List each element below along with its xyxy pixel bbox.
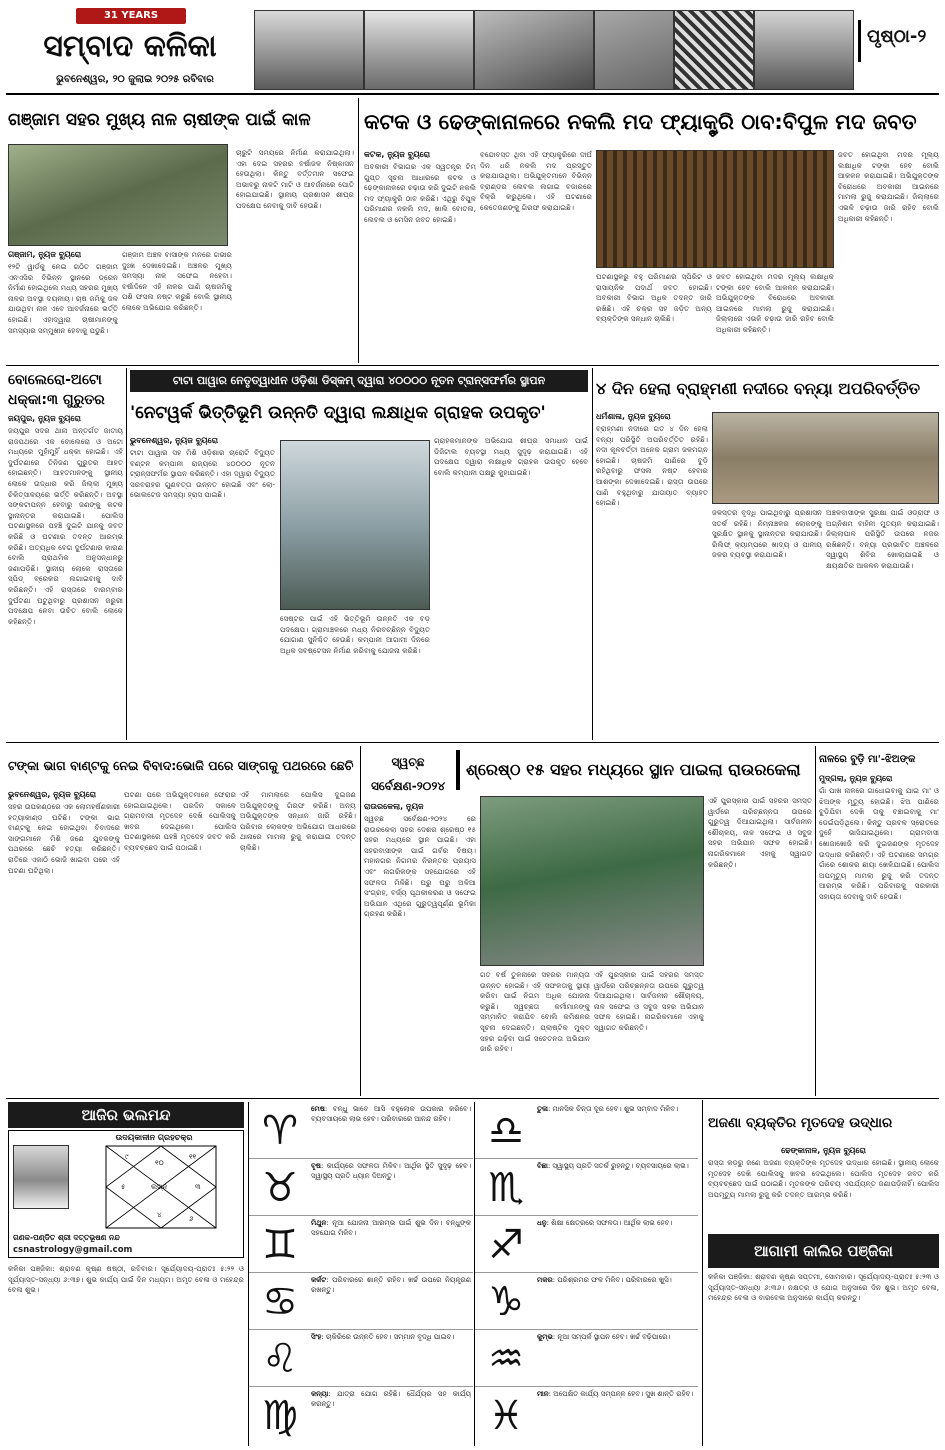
grid-cell-8: ୬ bbox=[189, 1215, 194, 1223]
story4-headline: 'ନେଟୱର୍କ ଭିତ୍ତିଭୂମି ଉନ୍ନତି ଦ୍ୱାରା ଲକ୍ଷାଧିକ ଗ୍ରାହକ ଉପକୃତ' bbox=[130, 403, 546, 423]
leo-icon: ♌ bbox=[262, 1336, 298, 1382]
story7-col2: ଗତ ବର୍ଷ ତୁଳନାରେ ସହରର ମାନ୍ୟତା ଉନ୍ନତ ହୋଇଛି। ଏହି ସଫଳତାକୁ ସ୍ଥାୟୀ କରିବା ପାଇଁ ନିଗମ ଅଧିକ ଯୋଜନା କରୁଛି। ସ୍ୱଚ୍ଛତା କର୍ମୀମାନଙ୍କୁ ସମ୍ମାନିତ କରାଯିବ ବୋଲି କମିଶନର ସୂଚନା ଦେଇଛନ୍ତି। ପ୍ଲାଷ୍ଟିକ ମୁକ୍ତ ସହର ଗଢ଼ିବା ପାଇଁ ସଚେତନତା ଅଭିଯାନ ଜାରି ରହିବ। bbox=[480, 970, 590, 1054]
grid-cell-5: ୩ bbox=[195, 1183, 201, 1191]
col-rule-1 bbox=[358, 98, 359, 363]
virgo-icon: ♍ bbox=[262, 1393, 298, 1439]
sign-row-cancer bbox=[249, 1273, 473, 1330]
sign-text-taurus: ବୃଷ: କାର୍ଯ୍ୟରେ ସଫଳତା ମିଳିବ। ଆର୍ଥିକ ସ୍ଥିତି ସୁଦୃଢ଼ ହେବ। ସ୍ୱାସ୍ଥ୍ୟ ପ୍ରତି ଧ୍ୟାନ ଦିଅନ୍ତୁ। bbox=[311, 1162, 471, 1181]
story7-photo-truck bbox=[480, 796, 704, 966]
astrologer-name: ଗଣକ-ପଣ୍ଡିତ ଶ୍ରୀ ଦତ୍ତଭୂଷଣ ନନ୍ଦ bbox=[13, 1233, 120, 1242]
horoscope-title: ଆଜିର ଭଲମନ୍ଦ bbox=[8, 1102, 244, 1128]
sign-text-aries: ମେଷ: ବନ୍ଧୁ ଭାବେ ଆସି ବହୁଲୋକ ଉପକାର କରିବେ। ବ୍ୟବସାୟରେ ଲାଭ ହେବ। ପରିବାରରେ ଆନନ୍ଦ ରହିବ। bbox=[311, 1105, 471, 1124]
story5-col2: ଜଳସ୍ତର ବୃଦ୍ଧି ପାଇଥିବାରୁ ପ୍ରଶାସନ ସତର୍କ ରହିଛି। ନିମ୍ନାଞ୍ଚଳର ଲୋକଙ୍କୁ ସୁରକ୍ଷିତ ସ୍ଥାନକୁ ସ୍ଥାନାନ୍ତର କରାଯାଉଛି। ରିଲିଫ୍ କ୍ୟାମ୍ପରେ ଖାଦ୍ୟ ଓ ପାନୀୟ ଜଳର ବ୍ୟବସ୍ଥା କରାଯାଇଛି। bbox=[712, 508, 822, 560]
grid-cell-2: ୧୧ bbox=[189, 1153, 197, 1161]
zodiac-column-left bbox=[248, 1102, 473, 1446]
sign-row-sagittarius bbox=[475, 1216, 698, 1273]
masthead-collage bbox=[254, 10, 854, 90]
grid-cell-4: ଲଗ୍ନ bbox=[151, 1183, 168, 1191]
sign-text-leo: ସିଂହ: ଚାକିରିରେ ଉନ୍ନତି ହେବ। ସମ୍ମାନ ବୃଦ୍ଧି ପାଇବ। bbox=[311, 1333, 455, 1341]
story3-body: ଜୟପୁର ସଦର ଥାନା ଅନ୍ତର୍ଗତ ଜାତୀୟ ରାଜପଥରେ ଏକ ବୋଲେରୋ ଓ ଅଟୋ ମଧ୍ୟରେ ମୁହାଁମୁହିଁ ଧକ୍କା ହୋଇଛି। ଏହି ଦୁର୍ଘଟଣାରେ ତିନିଜଣ ଗୁରୁତର ଆହତ ହୋଇଛନ୍ତି। ଆହତମାନଙ୍କୁ ସ୍ଥାନୀୟ ଲୋକେ ଉଦ୍ଧାର କରି ଜିଲ୍ଲା ମୁଖ୍ୟ ଚିକିତ୍ସାଳୟରେ ଭର୍ତ୍ତି କରିଛନ୍ତି। ଅବସ୍ଥା ସଙ୍କଟାପନ୍ନ ହେବାରୁ ଜଣଙ୍କୁ କଟକ ସ୍ଥାନାନ୍ତର କରାଯାଇଛି। ପୋଲିସ ଘଟଣାସ୍ଥଳରେ ପହଞ୍ଚି ଦୁଇଟି ଯାନକୁ ଜବତ କରିଛି ଓ ଘଟଣାର ତଦନ୍ତ ଆରମ୍ଭ କରିଛି। ଅତ୍ୟଧିକ ବେଗ ଦୁର୍ଘଟଣାର କାରଣ ବୋଲି ପ୍ରାଥମିକ ଅନୁସନ୍ଧାନରୁ ଜଣାପଡ଼ିଛି। ସ୍ଥାନୀୟ ଲୋକେ ରାସ୍ତାରେ ସ୍ପିଡ୍ ବ୍ରେକର ଲଗାଇବାକୁ ଦାବି କରିଛନ୍ତି। ଏହି ରାସ୍ତାରେ ବାରମ୍ବାର ଦୁର୍ଘଟଣା ଘଟୁଥିବାରୁ ପ୍ରଶାସନ ଜରୁରୀ ପଦକ୍ଷେପ ନେବା ଉଚିତ ବୋଲି ଲୋକେ କହିଛନ୍ତି। bbox=[8, 426, 123, 626]
rangoli-photo bbox=[674, 10, 754, 90]
story5-col1: ବ୍ରାହ୍ମଣୀ ନଦୀରେ ଗତ ୪ ଦିନ ହେଲା ବନ୍ୟା ପରିସ୍ଥିତି ଅପରିବର୍ତ୍ତିତ ରହିଛି। ନଦୀ କୂଳବର୍ତ୍ତୀ ଅନେକ ଗ୍ରାମ ଜଳମଗ୍ନ ହୋଇଛି। ଚାଷଜମି ପାଣିରେ ବୁଡ଼ି ରହିଥିବାରୁ ଫସଲ ନଷ୍ଟ ହେବାର ଆଶଙ୍କା ଦେଖାଦେଇଛି। ରାସ୍ତା ଉପରେ ପାଣି ବହୁଥିବାରୁ ଯାତାୟାତ ବ୍ୟାହତ ହୋଇଛି। bbox=[596, 424, 708, 508]
col-rule-6 bbox=[702, 1100, 703, 1446]
story3-dateline: ଜୟପୁର, ନ୍ୟୁଜ ବ୍ୟୁରୋ bbox=[8, 414, 81, 423]
sign-text-scorpio: ବିଛା: ସ୍ୱାସ୍ଥ୍ୟ ପ୍ରତି ସତର୍କ ରୁହନ୍ତୁ। ବ୍ୟବସାୟରେ ଲାଭ। bbox=[537, 1162, 689, 1170]
col-rule-2 bbox=[126, 368, 127, 740]
story4-col4: ଗ୍ରାହକମାନଙ୍କ ଅଭିଯୋଗ ଶୀଘ୍ର ସମାଧାନ ପାଇଁ ଡିଜିଟାଲ ବ୍ୟବସ୍ଥା ମଧ୍ୟ ସୁଦୃଢ଼ କରାଯାଇଛି। ଏହି ପଦକ୍ଷେପ ଦ୍ୱାରା ଲକ୍ଷାଧିକ ଗ୍ରାହକ ଉପକୃତ ହେବେ ବୋଲି କମ୍ପାନୀ ପକ୍ଷରୁ କୁହାଯାଇଛି। bbox=[434, 436, 588, 477]
story2-col1: ଅବକାରୀ ବିଭାଗର ଏକ ସ୍ୱତନ୍ତ୍ର ଟିମ୍ ଗୁପ୍ତ ସୂଚନା ଆଧାରରେ କଟକ ଓ ଢେଙ୍କାନାଳରେ ଚଢ଼ାଉ କରି ଦୁଇଟି ନକଲି ମଦ ଫ୍ୟାକ୍ଟ୍ରି ଠାବ କରିଛି। ଏଥିରୁ ବିପୁଳ ପରିମାଣର ନକଲି ମଦ, ଖାଲି ବୋତଲ, ଲେବଲ ଓ ମେସିନ ଜବତ ହୋଇଛି। bbox=[364, 162, 476, 224]
sign-text-pisces: ମୀନ: ଅପେକ୍ଷିତ କାର୍ଯ୍ୟ ସମ୍ପନ୍ନ ହେବ। ସୁଖ ଶାନ୍ତି ରହିବ। bbox=[537, 1390, 694, 1398]
story5-photo-flood bbox=[712, 412, 939, 504]
sign-text-capricorn: ମକର: ପରିଶ୍ରମର ଫଳ ମିଳିବ। ପରିବାରରେ ଖୁସି। bbox=[537, 1276, 672, 1284]
grid-cell-7: ୪ bbox=[157, 1211, 162, 1219]
story1-photo-drain bbox=[8, 144, 228, 246]
row-rule-3 bbox=[6, 1098, 939, 1099]
col-rule-3 bbox=[592, 368, 593, 740]
horoscope-chart-box bbox=[8, 1130, 244, 1258]
masthead-dateline: ଭୁବନେଶ୍ୱର, ୨୦ ଜୁଲାଇ ୨୦୨୫ ରବିବାର bbox=[56, 74, 214, 85]
story5-dateline: ଧର୍ମଶାଳା, ନ୍ୟୁଜ ବ୍ୟୁରୋ bbox=[596, 412, 671, 421]
sign-row-virgo bbox=[249, 1387, 473, 1444]
story5-col3: ଅଞ୍ଚଳବାସୀଙ୍କ ସୁରକ୍ଷା ପାଇଁ ଓଡ୍ରାଫ ଓ ଅଗ୍ନିଶମ ବାହିନୀ ମୁତୟନ କରାଯାଇଛି। ଜିଲ୍ଲାପାଳ ପରିସ୍ଥିତି ଉପରେ ନଜର ରଖିଛନ୍ତି। ବନ୍ୟା ପ୍ରଭାବିତ ଅଞ୍ଚଳରେ ସ୍ୱାସ୍ଥ୍ୟ ଶିବିର ଖୋଲାଯାଇଛି ଓ କ୍ଷୟକ୍ଷତିର ଆକଳନ କରାଯାଉଛି। bbox=[826, 508, 939, 570]
horoscope-panjika: କଳିକା ପଞ୍ଜିକା: ଶ୍ରାବଣ କୃଷ୍ଣ ଷଷ୍ଠୀ, ରବିବାର। ସୂର୍ଯ୍ୟୋଦୟ-ପ୍ରାତଃ ୫:୨୨ ଓ ସୂର୍ଯ୍ୟାସ୍ତ-ସନ୍ଧ୍ୟା ୬:୩୭। ଶୁଭ କାର୍ଯ୍ୟ ପାଇଁ ଦିନ ମଧ୍ୟମ। ଅମୃତ ବେଳା ଓ ମହେନ୍ଦ୍ର ବେଳା ଶୁଭ। bbox=[8, 1264, 244, 1295]
story1-dateline: ଗଞ୍ଜାମ, ନ୍ୟୁଜ ବ୍ୟୁରୋ bbox=[8, 250, 82, 259]
story6-dateline: ଭୁବନେଶ୍ୱର, ନ୍ୟୁଜ ବ୍ୟୁରୋ bbox=[8, 790, 97, 799]
story8-headline: ନାଳରେ ବୁଡ଼ି ମା'-ଝିଅଙ୍କ bbox=[819, 754, 916, 765]
sign-row-leo bbox=[249, 1330, 473, 1387]
capricorn-icon: ♑ bbox=[488, 1279, 524, 1325]
story2-col3: ଘଟଣାସ୍ଥଳରୁ ବହୁ ପରିମାଣର ସ୍ପିରିଟ ଓ ରାସାୟନିକ ପଦାର୍ଥ ଜବତ ହୋଇଛି। ଅବକାରୀ ବିଭାଗ ଅଧିକ ତଦନ୍ତ ଜାରି ରଖିଛି। ଏହି ଚକ୍ର ସହ ଜଡ଼ିତ ଅନ୍ୟ ବ୍ୟକ୍ତିଙ୍କ ସନ୍ଧାନ ଚାଲିଛି। bbox=[596, 272, 712, 324]
story8-body: ଗାଁ ପାଖ ନାଳରେ ଗାଧୋଇବାକୁ ଯାଇ ମା' ଓ ଝିଅଙ୍କ ମୃତ୍ୟୁ ହୋଇଛି। ଝିଅ ପାଣିରେ ବୁଡ଼ିଯିବା ଦେଖି ତାକୁ ବଞ୍ଚାଇବାକୁ ମା' ଡେଇଁପଡ଼ିଥିଲେ। କିନ୍ତୁ ପ୍ରବଳ ସ୍ରୋତରେ ଦୁହେଁ ଭାସିଯାଇଥିଲେ। ଗ୍ରାମବାସୀ ଖୋଜାଖୋଜି କରି ଦୁଇଜଣଙ୍କ ମୃତଦେହ ଉଦ୍ଧାର କରିଛନ୍ତି। ଏହି ଘଟଣାରେ ସମଗ୍ର ଗାଁରେ ଶୋକର ଛାୟା ଖେଳିଯାଇଛି। ପୋଲିସ ଅପମୃତ୍ୟୁ ମାମଲା ରୁଜୁ କରି ତଦନ୍ତ ଆରମ୍ଭ କରିଛି। ପରିବାରକୁ ସରକାରୀ ସହାୟତା ଦେବାକୁ ଦାବି ହେଉଛି। bbox=[819, 786, 939, 901]
grid-cell-1: ୧୦ bbox=[155, 1159, 164, 1167]
story4-kicker: ଟାଟା ପାୱାର ନେତୃତ୍ୱାଧୀନ ଓଡ଼ିଶା ଡିସ୍କମ୍ ଦ୍ୱାରା ୪୦୦୦୦ ନୂତନ ଟ୍ରାନ୍ସଫର୍ମର ସ୍ଥାପନ bbox=[130, 370, 588, 392]
panjika-title: ଆଗାମୀ କାଲିର ପଞ୍ଜିକା bbox=[708, 1234, 939, 1268]
masthead bbox=[6, 6, 941, 92]
taurus-icon: ♉ bbox=[262, 1165, 298, 1211]
sagittarius-icon: ♐ bbox=[488, 1222, 524, 1268]
cancer-icon: ♋ bbox=[262, 1279, 298, 1325]
story6-col1: ସହର ଉପକଣ୍ଠରେ ଏକ ଲୋମହର୍ଷଣକାରୀ ହତ୍ୟାକାଣ୍ଡ ଘଟିଛି। ଟଙ୍କା ଭାଗ ବାଣ୍ଟକୁ ନେଇ ହୋଇଥିବା ବିବାଦରେ ସାଙ୍ଗମାନେ ମିଶି ଜଣେ ଯୁବକଙ୍କୁ ପଥରରେ ଛେଚି ହତ୍ୟା କରିଛନ୍ତି। ରାତିରେ ଏକାଠି ଭୋଜି ଖାଇବା ପରେ ଏହି ଘଟଣା ଘଟିଥିଲା। bbox=[8, 802, 120, 875]
anniversary-ribbon bbox=[76, 8, 186, 24]
sign-text-sagittarius: ଧନୁ: ଶିକ୍ଷା କ୍ଷେତ୍ରରେ ସଫଳତା। ଆର୍ଥିକ ଲାଭ ହେବ। bbox=[537, 1219, 673, 1227]
sign-text-libra: ତୁଳା: ମାନସିକ ଚିନ୍ତା ଦୂର ହେବ। ଶୁଭ ସମ୍ବାଦ ମିଳିବ। bbox=[537, 1105, 679, 1113]
story7-col3: ଏହି ପୁରସ୍କାର ପାଇଁ ସହରର ସମସ୍ତ ୱାର୍ଡରେ ପରିଚ୍ଛନ୍ନତା ଉପରେ ଗୁରୁତ୍ୱ ଦିଆଯାଇଥିଲା। ସାର୍ବଜନୀନ ଶୌଚାଳୟ, ନାଳ ସଫେଇ ଓ ସବୁଜ ସହର ଅଭିଯାନ ସଫଳ ହୋଇଛି। ନାଗରିକମାନେ ଏହାକୁ ସ୍ୱାଗତ କରିଛନ୍ତି। bbox=[708, 796, 812, 869]
sign-row-pisces bbox=[475, 1387, 698, 1444]
sign-text-virgo: କନ୍ୟା: ଯାତ୍ରା ଯୋଗ ରହିଛି। ଧୈର୍ଯ୍ୟର ସହ କାର୍ଯ୍ୟ କରନ୍ତୁ। bbox=[311, 1390, 471, 1409]
row-rule-1 bbox=[6, 365, 939, 366]
story1-col2: ଗଞ୍ଜାମ ଅଞ୍ଚଳ ବାସୀଙ୍କ ମନରେ ଗଭୀର ଦୁଃଖ ଦେଖାଦେଇଛି। ଅଞ୍ଚଳର ମୁଖ୍ୟ ସମସ୍ୟା ନାଳ ସଫେଇ ନହେବା। ବର୍ଷାଦିନେ ଏହି ନାଳର ପାଣି ଚାଷଜମିକୁ ପଶି ଫସଲ ନଷ୍ଟ କରୁଛି ବୋଲି ସ୍ଥାନୀୟ ଲୋକେ ଅଭିଯୋଗ କରିଛନ୍ତି। bbox=[122, 250, 232, 312]
astrologer-photo bbox=[13, 1145, 69, 1209]
story2-dateline: କଟକ, ନ୍ୟୁଜ ବ୍ୟୁରୋ bbox=[364, 150, 431, 159]
story7-col1: ସ୍ୱଚ୍ଛ ସର୍ବେକ୍ଷଣ-୨୦୨୪ ରେ ରାଉରକେଲା ସହର ଦେଶର ଶ୍ରେଷ୍ଠ ୧୫ ସହର ମଧ୍ୟରେ ସ୍ଥାନ ପାଇଛି। ଏହା ସହରବାସୀଙ୍କ ପାଇଁ ଗର୍ବର ବିଷୟ। ମହାନଗର ନିଗମର ନିରନ୍ତର ପ୍ରୟାସ ଏବଂ ନାଗରିକଙ୍କ ସହଯୋଗରେ ଏହି ସଫଳତା ମିଳିଛି। ଘରୁ ଘରୁ ଅଳିଆ ସଂଗ୍ରହ, ବର୍ଜ୍ୟ ପୃଥକୀକରଣ ଓ ସଫେଇ ଅଭିଯାନ ଏଥିରେ ଗୁରୁତ୍ୱପୂର୍ଣ୍ଣ ଭୂମିକା ଗ୍ରହଣ କରିଛି। bbox=[364, 814, 476, 919]
zodiac-column-right bbox=[474, 1102, 698, 1446]
story9-body: ରାସ୍ତା କଡ଼ରୁ ଜଣେ ଅଜଣା ବ୍ୟକ୍ତିଙ୍କ ମୃତଦେହ ଉଦ୍ଧାର ହୋଇଛି। ସ୍ଥାନୀୟ ଲୋକେ ମୃତଦେହ ଦେଖି ପୋଲିସକୁ ଖବର ଦେଇଥିଲେ। ପୋଲିସ ମୃତଦେହ ଜବତ କରି ବ୍ୟବଚ୍ଛେଦ ପାଇଁ ପଠାଇଛି। ମୃତକଙ୍କ ପରିଚୟ ଏପର୍ଯ୍ୟନ୍ତ ଜଣାପଡ଼ିନାହିଁ। ପୋଲିସ ଅପମୃତ୍ୟୁ ମାମଲା ରୁଜୁ କରି ତଦନ୍ତ ଆରମ୍ଭ କରିଛି। bbox=[708, 1158, 939, 1199]
story1-headline: ଗଞ୍ଜାମ ସହର ମୁଖ୍ୟ ନାଳ ଚାଷୀଙ୍କ ପାଇଁ କାଳ bbox=[8, 110, 311, 130]
sign-row-gemini bbox=[249, 1216, 473, 1273]
story4-dateline: ଭୁବନେଶ୍ୱର, ନ୍ୟୁଜ ବ୍ୟୁରୋ bbox=[130, 436, 219, 445]
grid-cell-3: ୯ bbox=[125, 1153, 129, 1161]
grid-cell-6: ୫ bbox=[121, 1183, 126, 1191]
story7-headline: ଶ୍ରେଷ୍ଠ ୧୫ ସହର ମଧ୍ୟରେ ସ୍ଥାନ ପାଇଲା ରାଉରକେଲା bbox=[456, 750, 806, 790]
story7-kicker: ସ୍ୱଚ୍ଛ ସର୍ବେକ୍ଷଣ-୨୦୨୪ bbox=[370, 755, 446, 793]
page-label-box bbox=[858, 20, 938, 62]
scorpio-icon: ♏ bbox=[488, 1165, 524, 1211]
story7-dateline: ରାଉରକେଲା, ନ୍ୟୁଜ bbox=[364, 802, 424, 811]
sign-text-cancer: କର୍କଟ: ପରିବାରରେ ଶାନ୍ତି ରହିବ। ଖର୍ଚ୍ଚ ଉପରେ ନିୟନ୍ତ୍ରଣ ରଖନ୍ତୁ। bbox=[311, 1276, 471, 1295]
story2-col2: ବନ୍ଦୋବସ୍ତ ଥିବା ଏହି ଫ୍ୟାକ୍ଟ୍ରିରେ ଦୀର୍ଘ ଦିନ ଧରି ନକଲି ମଦ ପ୍ରସ୍ତୁତ କରାଯାଉଥିଲା। ଅଭିଯୁକ୍ତମାନେ ବିଭିନ୍ନ ବ୍ରାଣ୍ଡର ଲେବଲ ଲଗାଇ ବଜାରରେ ବିକ୍ରି କରୁଥିଲେ। ଏହି ଘଟଣାରେ କେତେଜଣଙ୍କୁ ଗିରଫ କରାଯାଇଛି। bbox=[480, 150, 592, 212]
dancers-photo bbox=[754, 10, 854, 90]
libra-icon: ♎ bbox=[488, 1108, 524, 1154]
gemini-icon: ♊ bbox=[262, 1222, 298, 1268]
paper-name: ସମ୍ବାଦ କଳିକା bbox=[43, 29, 217, 64]
masthead-rule bbox=[6, 93, 939, 95]
aquarius-icon: ♒ bbox=[488, 1336, 524, 1382]
sign-text-aquarius: କୁମ୍ଭ: ନୂଆ ସମ୍ପର୍କ ସ୍ଥାପନ ହେବ। ଖର୍ଚ୍ଚ ବଢ଼ିପାରେ। bbox=[537, 1333, 671, 1341]
col-rule-5 bbox=[815, 746, 816, 1096]
panjika-body: କଳିକା ପଞ୍ଜିକା: ଶ୍ରାବଣ କୃଷ୍ଣ ସପ୍ତମୀ, ସୋମବାର। ସୂର୍ଯ୍ୟୋଦୟ-ପ୍ରାତଃ ୫:୨୩ ଓ ସୂର୍ଯ୍ୟାସ୍ତ-ସନ୍ଧ୍ୟା ୬:୩୬। ନକ୍ଷତ୍ର ଓ ଯୋଗ ଅନୁସାରେ ଦିନ ଶୁଭ। ଅମୃତ ବେଳା, ମହେନ୍ଦ୍ର ବେଳା ଓ ବାରବେଳା ଅନୁସାରେ କାର୍ଯ୍ୟ କରନ୍ତୁ। bbox=[708, 1272, 939, 1303]
story4-col3: ସେଷ୍ଟର ପାଇଁ ଏହି ଭିତ୍ତିଭୂମି ଉନ୍ନତି ଏକ ବଡ଼ ପଦକ୍ଷେପ। ଗ୍ରାମାଞ୍ଚଳରେ ମଧ୍ୟ ନିରବଚ୍ଛିନ୍ନ ବିଦ୍ୟୁତ ଯୋଗାଣ ସୁନିଶ୍ଚିତ ହେଉଛି। କମ୍ପାନୀ ଆଗାମୀ ଦିନରେ ଅଧିକ ସବଷ୍ଟେସନ ନିର୍ମାଣ କରିବାକୁ ଯୋଜନା କରିଛି। bbox=[280, 614, 430, 655]
story2-col3b: ଜବତ ହୋଇଥିବା ମଦର ମୂଲ୍ୟ ଲକ୍ଷାଧିକ ଟଙ୍କା ହେବ ବୋଲି ଆକଳନ କରାଯାଇଛି। ଅଭିଯୁକ୍ତଙ୍କ ବିରୋଧରେ ଅବକାରୀ ଆଇନରେ ମାମଲା ରୁଜୁ କରାଯାଇଛି। ଜିଲ୍ଲାରେ ଏଭଳି ଚଢ଼ାଉ ଜାରି ରହିବ ବୋଲି ଅଧିକାରୀ କହିଛନ୍ତି। bbox=[716, 272, 834, 334]
page-label: ପୃଷ୍ଠା-୨ bbox=[867, 26, 927, 47]
story6-col3: ଏହି ମାମଲାରେ ପୋଲିସ ଦୁଇଜଣ ଅଭିଯୁକ୍ତଙ୍କୁ ଗିରଫ କରିଛି। ଅନ୍ୟ ଅଭିଯୁକ୍ତଙ୍କ ସନ୍ଧାନ ଜାରି ରହିଛି। ପରିବାର ଲୋକଙ୍କ ଅଭିଯୋଗ ଆଧାରରେ ଥାନାରେ ମାମଲା ରୁଜୁ କରାଯାଇ ତଦନ୍ତ ଚାଲିଛି। bbox=[240, 790, 356, 852]
story2-photo-liquor bbox=[596, 150, 834, 268]
aries-icon: ♈ bbox=[262, 1108, 298, 1154]
story9-dateline: ଢେଙ୍କାନାଳ, ନ୍ୟୁଜ ବ୍ୟୁରୋ bbox=[781, 1146, 866, 1155]
story1-col3: ଚାରୁଟି ସମୟରେ ନିର୍ମାଣ କରାଯାଇଥିଲା। ଏହା ଦେଇ ସହରର ବର୍ଷାଜଳ ନିଷ୍କାସନ ହେଉଥିଲା। କିନ୍ତୁ ବର୍ତ୍ତମାନ ସଫେଇ ଅଭାବରୁ ନାଳଟି ମାଟି ଓ ଆବର୍ଜନାରେ ପୋତି ହୋଇଯାଇଛି। ସ୍ଥାନୀୟ ପ୍ରଶାସନ ଶୀଘ୍ର ପଦକ୍ଷେପ ନେବାକୁ ଦାବି ହେଉଛି। bbox=[236, 148, 354, 210]
story8-dateline: ମୁଦ୍‌ଗଲା, ନ୍ୟୁଜ ବ୍ୟୁରୋ bbox=[819, 774, 893, 783]
temple-photo bbox=[254, 10, 364, 90]
temple-photo-2 bbox=[364, 10, 474, 90]
anniversary-text: 31 YEARS bbox=[103, 10, 159, 21]
story6-col2: ଘଟଣା ପରେ ଅଭିଯୁକ୍ତମାନେ ଫେରାର ହୋଇଯାଇଥିଲେ। ପରଦିନ ସକାଳେ ଗ୍ରାମବାସୀ ମୃତଦେହ ଦେଖି ପୋଲିସକୁ ଖବର ଦେଇଥିଲେ। ପୋଲିସ ଘଟଣାସ୍ଥଳରେ ପହଞ୍ଚି ମୃତଦେହ ଜବତ କରି ବ୍ୟବଚ୍ଛେଦ ପାଇଁ ପଠାଇଛି। bbox=[124, 790, 236, 852]
story5-headline: ୪ ଦିନ ହେଲା ବ୍ରାହ୍ମଣୀ ନଦୀରେ ବନ୍ୟା ଅପରିବର୍ତ୍ତିତ bbox=[596, 379, 921, 398]
story3-headline: ବୋଲେରୋ-ଅଟୋ ଧକ୍କା:୩ ଗୁରୁତର bbox=[8, 372, 105, 408]
children-photo bbox=[474, 10, 594, 90]
story1-col1: ୧୨ଟି ୱାର୍ଡକୁ ନେଇ ଗଠିତ ଗଞ୍ଜାମ ଏନଏସିର ବିଭିନ୍ନ ସ୍ଥାନରେ ଡ୍ରେନ ନିର୍ମାଣ ହୋଇଥିଲେ ମଧ୍ୟ ସହରର ମୁଖ୍ୟ ନାଳର ଅବସ୍ଥା ଦୟନୀୟ। ଚାଷ ଜମିକୁ ଜଳ ଯାଉଥିବା ନାଳ ଏବେ ଆବର୍ଜନାରେ ଭର୍ତ୍ତି ହୋଇଛି। ଏହାଦ୍ୱାରା ଚାଷୀମାନଙ୍କୁ ସମସ୍ୟାର ସମ୍ମୁଖୀନ ହେବାକୁ ପଡୁଛି। bbox=[8, 262, 118, 335]
story4-photo-transformer bbox=[280, 440, 430, 610]
sign-text-gemini: ମିଥୁନ: ନୂଆ ଯୋଜନା ଆରମ୍ଭ ପାଇଁ ଶୁଭ ଦିନ। ବନ୍ଧୁଙ୍କ ସହଯୋଗ ମିଳିବ। bbox=[311, 1219, 471, 1238]
astrologer-email[interactable]: csnastrology@gmail.com bbox=[13, 1245, 133, 1255]
row-rule-2 bbox=[6, 742, 939, 743]
sign-row-libra bbox=[475, 1102, 698, 1159]
story9-headline: ଅଜଣା ବ୍ୟକ୍ତିର ମୃତଦେହ ଉଦ୍ଧାର bbox=[708, 1115, 893, 1131]
horoscope-grid-chart bbox=[105, 1145, 217, 1229]
story7-col2b: ଏହି ପୁରସ୍କାର ପାଇଁ ସହରର ସମସ୍ତ ୱାର୍ଡରେ ପରିଚ୍ଛନ୍ନତା ଉପରେ ଗୁରୁତ୍ୱ ଦିଆଯାଇଥିଲା। ସାର୍ବଜନୀନ ଶୌଚାଳୟ, ନାଳ ସଫେଇ ଓ ସବୁଜ ସହର ଅଭିଯାନ ସଫଳ ହୋଇଛି। ନାଗରିକମାନେ ଏହାକୁ ସ୍ୱାଗତ କରିଛନ୍ତି। bbox=[594, 970, 704, 1032]
sign-row-aries bbox=[249, 1102, 473, 1159]
sign-row-scorpio bbox=[475, 1159, 698, 1216]
sign-row-capricorn bbox=[475, 1273, 698, 1330]
horoscope-section bbox=[8, 1102, 698, 1446]
story4-col1: ଟାଟା ପାୱାର ସହ ମିଶି ଓଡ଼ିଶାର ଚାରୋଟି ବିଦ୍ୟୁତ ବଣ୍ଟନ କମ୍ପାନୀ ରାଜ୍ୟରେ ୪୦୦୦୦ ନୂତନ ଟ୍ରାନ୍ସଫର୍ମର ସ୍ଥାପନ କରିଛନ୍ତି। ଏହା ଦ୍ୱାରା ବିଦ୍ୟୁତ ସରବରାହର ଗୁଣବତ୍ତା ଉନ୍ନତ ହୋଇଛି ଏବଂ ଲୋ-ଭୋଲଟେଜ ସମସ୍ୟା ହ୍ରାସ ପାଇଛି। bbox=[130, 448, 275, 500]
craft-photo bbox=[594, 10, 674, 90]
sign-row-aquarius bbox=[475, 1330, 698, 1387]
sign-row-taurus bbox=[249, 1159, 473, 1216]
story2-headline: କଟକ ଓ ଢେଙ୍କାନାଳରେ ନକଲି ମଦ ଫ୍ୟାକ୍ଟ୍ରି ଠାବ:ବିପୁଳ ମଦ ଜବତ bbox=[364, 110, 917, 134]
col-rule-4 bbox=[360, 746, 361, 1096]
story6-headline: ଟଙ୍କା ଭାଗ ବାଣ୍ଟକୁ ନେଇ ବିବାଦ:ଭୋଜି ପରେ ସାଙ୍ଗକୁ ପଥରରେ ଛେଚି bbox=[8, 758, 354, 773]
story2-col4: ଜବତ ହୋଇଥିବା ମଦର ମୂଲ୍ୟ ଲକ୍ଷାଧିକ ଟଙ୍କା ହେବ ବୋଲି ଆକଳନ କରାଯାଇଛି। ଅଭିଯୁକ୍ତଙ୍କ ବିରୋଧରେ ଅବକାରୀ ଆଇନରେ ମାମଲା ରୁଜୁ କରାଯାଇଛି। ଜିଲ୍ଲାରେ ଏଭଳି ଚଢ଼ାଉ ଜାରି ରହିବ ବୋଲି ଅଧିକାରୀ କହିଛନ୍ତି। bbox=[838, 150, 939, 223]
chart-title: ଉଦୟକାଳୀନ ଗ୍ରହଚକ୍ର bbox=[115, 1133, 193, 1142]
pisces-icon: ♓ bbox=[488, 1393, 524, 1439]
